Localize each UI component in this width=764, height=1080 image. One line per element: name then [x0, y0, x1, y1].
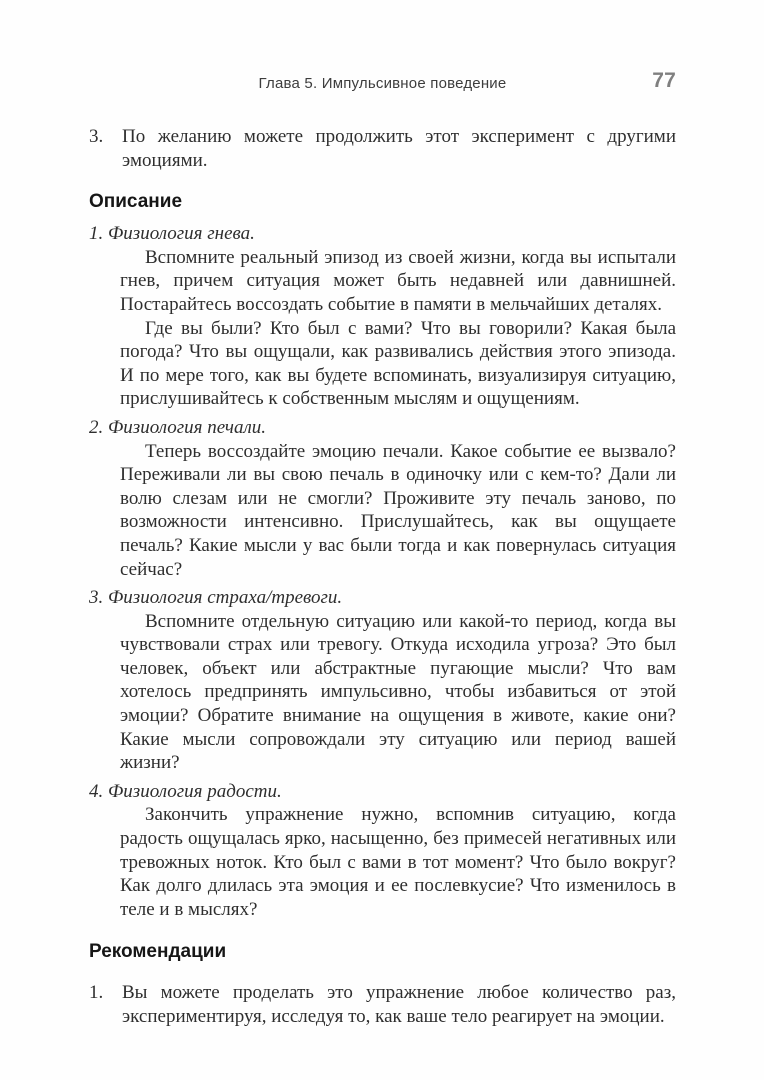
- list-item-text: По желанию можете продолжить этот эксперимент с другими эмоциями.: [122, 126, 676, 171]
- description-item-sadness: [89, 416, 676, 581]
- section-heading-description: Описание: [89, 191, 183, 213]
- page-number: 77: [652, 69, 676, 92]
- description-item-fear: [89, 586, 676, 775]
- paragraph: Закончить упражнение нужно, вспомнив ситуацию, когда радость ощущалась ярко, насыщенно, без примесей негативных или тревожных ноток. Кто был с вами в тот момент? Что было вокруг? Как долго длилась эта эмоция и ее послевкусие? Что изменилось в теле и в мыслях?: [120, 804, 676, 920]
- description-item-title: 2. Физиология печали.: [89, 416, 267, 438]
- running-head-chapter-title: Глава 5. Импульсивное поведение: [258, 75, 507, 92]
- intro-list-item-3: [89, 125, 676, 172]
- description-item-anger: [89, 222, 676, 411]
- recommendations-list-item-1: [89, 981, 676, 1028]
- description-item-title: 3. Физиология страха/тревоги.: [89, 587, 343, 609]
- list-item-number: 3.: [89, 126, 104, 147]
- section-heading-recommendations: Рекомендации: [89, 941, 227, 963]
- paragraph: Вспомните реальный эпизод из своей жизни, когда вы испытали гнев, причем ситуация может быть недавней или давнишней. Постарайтесь воссоздать событие в памяти в мельчайших деталях.: [120, 246, 676, 315]
- description-item-title: 1. Физиология гнева.: [89, 223, 255, 245]
- running-head: [89, 69, 676, 94]
- list-item-text: Вы можете проделать это упражнение любое количество раз, экспериментируя, исследуя то, как ваше тело реагирует на эмоции.: [122, 982, 676, 1027]
- paragraph: Теперь воссоздайте эмоцию печали. Какое событие ее вызвало? Переживали ли вы свою печаль в одиночку или с кем-то? Дали ли волю слезам или не смогли? Проживите эту печаль заново, по возможности интенсивно. Прислушайтесь, как вы ощущаете печаль? Какие мысли у вас были тогда и как повернулась ситуация сейчас?: [120, 440, 676, 580]
- description-item-joy: [89, 780, 676, 922]
- paragraph: Где вы были? Кто был с вами? Что вы говорили? Какая была погода? Что вы ощущали, как развивались действия этого эпизода. И по мере того, как вы будете вспоминать, визуализируя ситуацию, прислушивайтесь к собственным мыслям и ощущениям.: [120, 317, 676, 410]
- description-item-title: 4. Физиология радости.: [89, 780, 282, 802]
- list-item-number: 1.: [89, 982, 104, 1004]
- text-column: [89, 125, 676, 1029]
- paragraph: Вспомните отдельную ситуацию или какой-то период, когда вы чувствовали страх или тревогу. Откуда исходила угроза? Это был человек, объект или абстрактные пугающие мысли? Что вам хотелось предпринять импульсивно, чтобы избавиться от этой эмоции? Обратите внимание на ощущения в животе, какие они? Какие мысли сопровождали эту ситуацию или период вашей жизни?: [120, 610, 676, 774]
